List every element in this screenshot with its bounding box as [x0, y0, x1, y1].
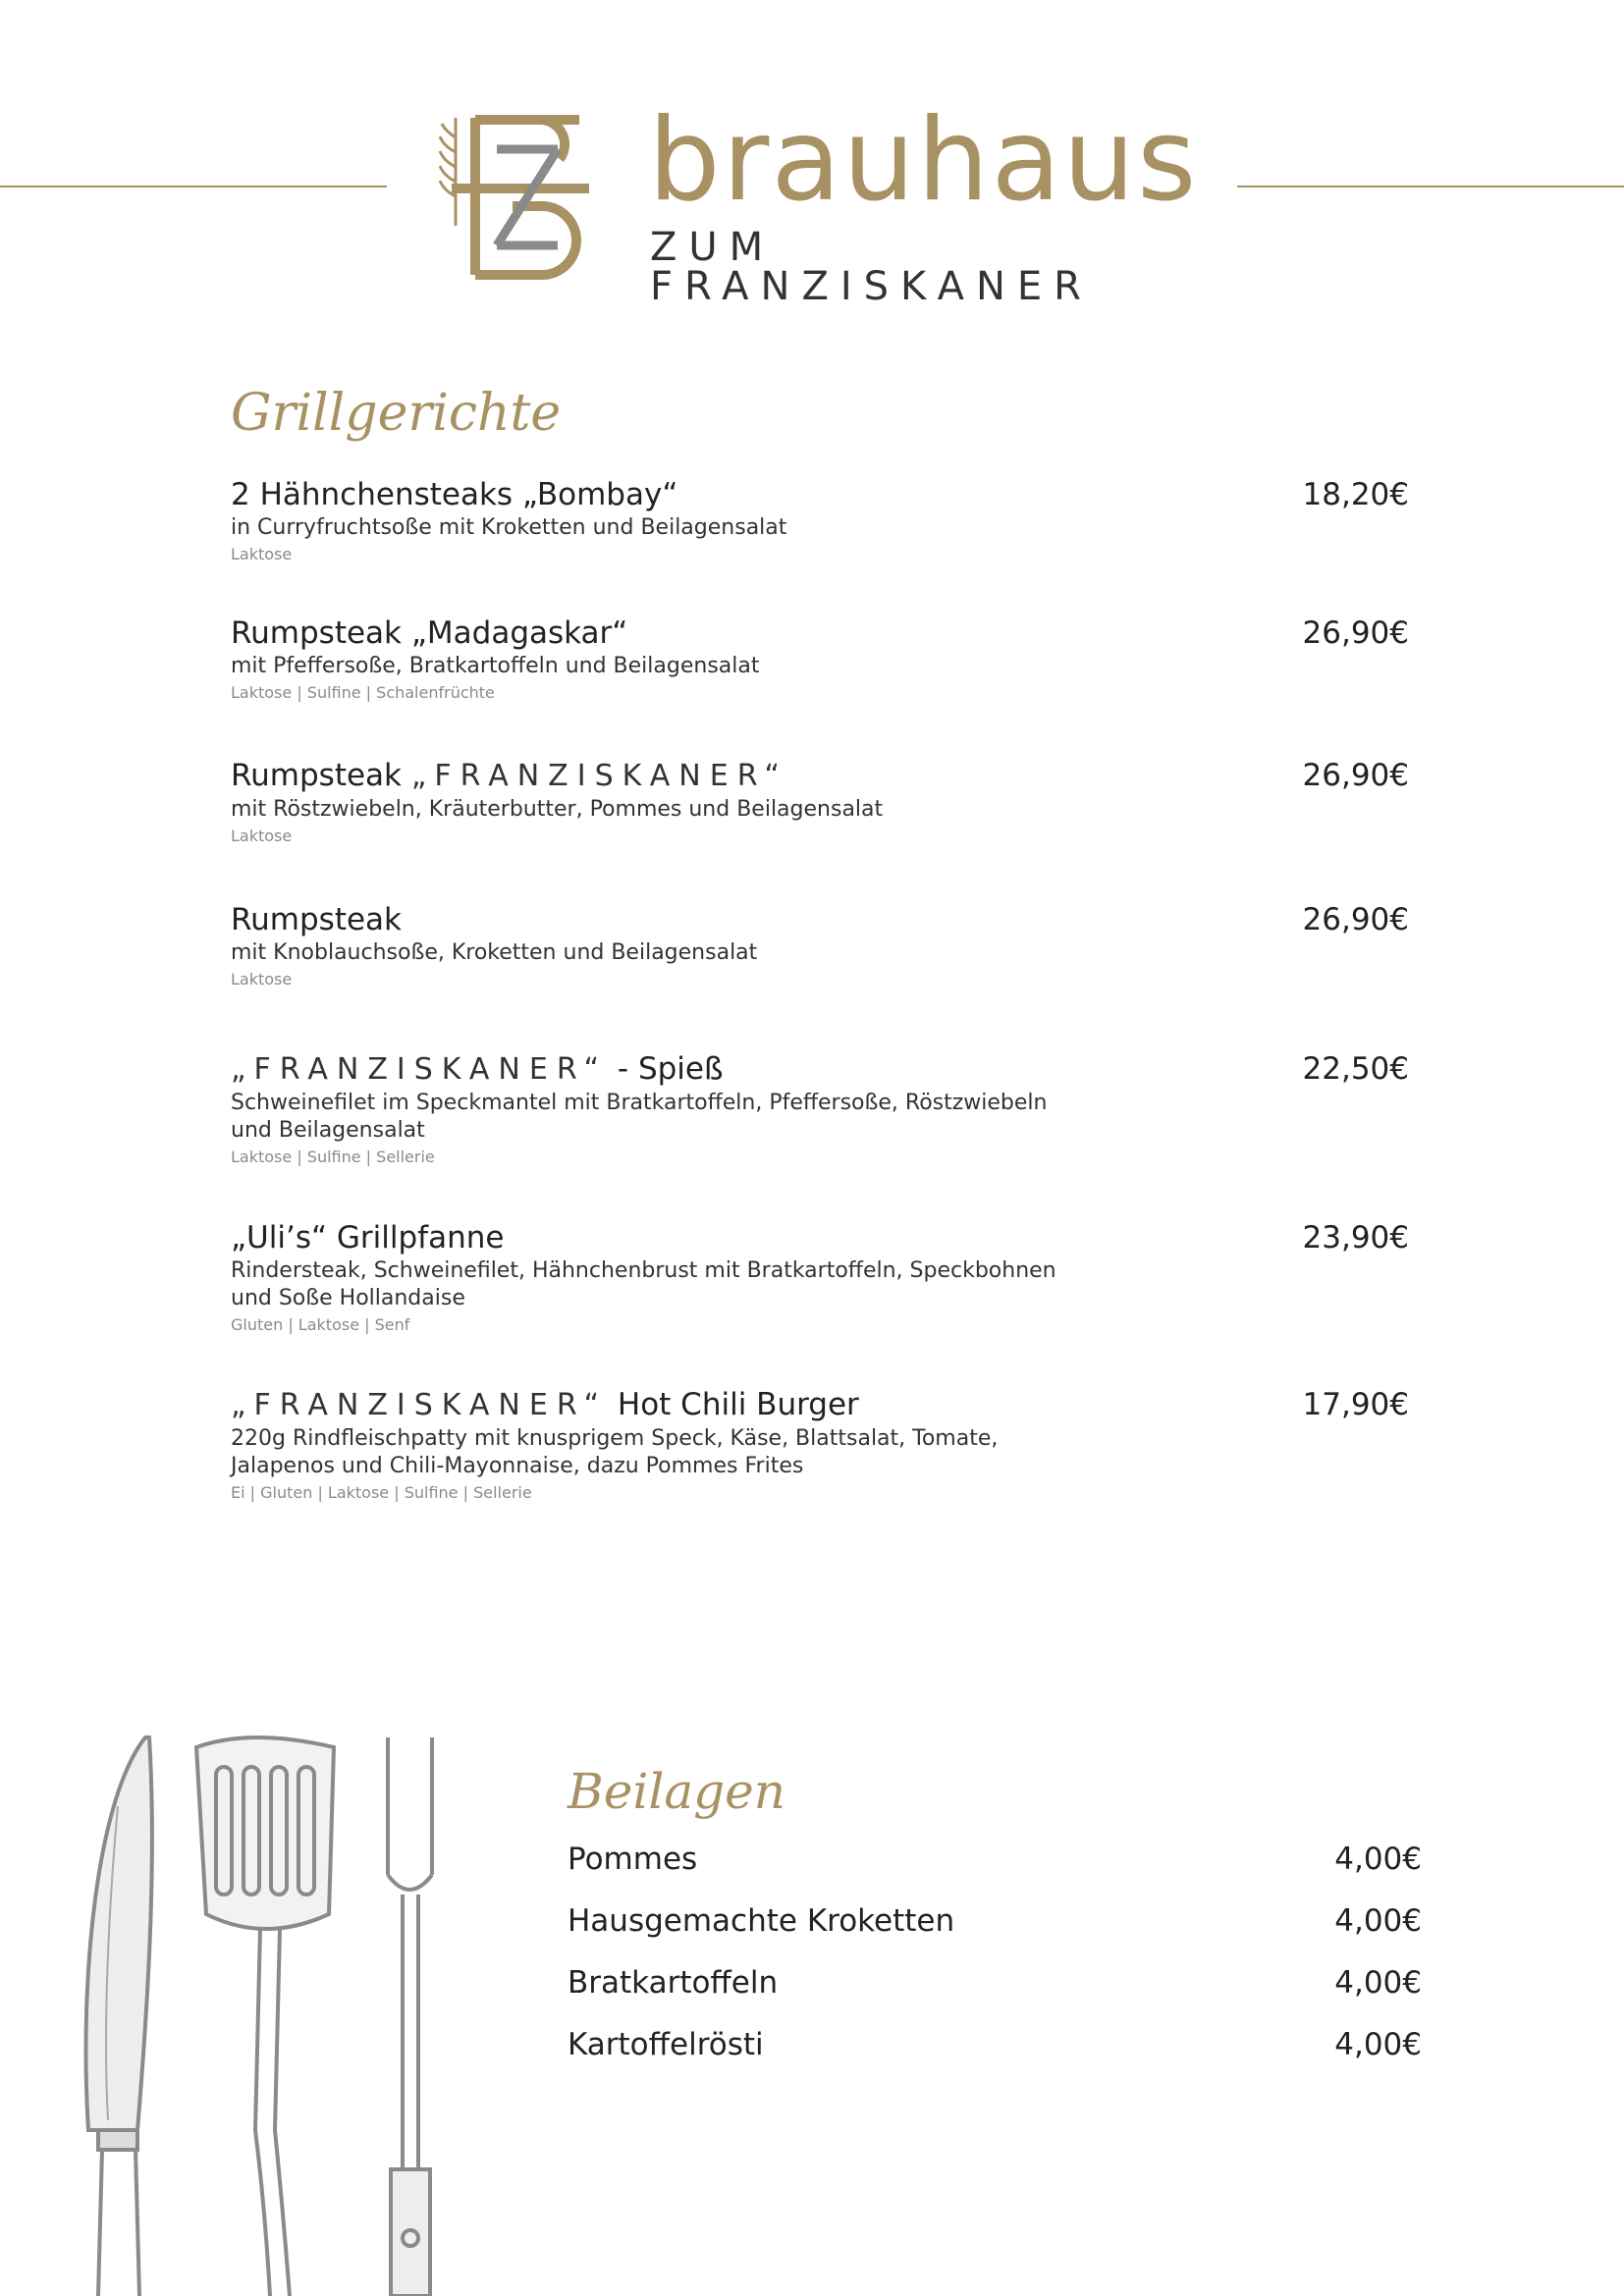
brand-logo	[432, 94, 1199, 309]
item-price: 26,90€	[1302, 902, 1409, 937]
item-allergens: Laktose	[231, 827, 293, 845]
side-name: Kartoffelrösti	[568, 2027, 764, 2062]
side-price: 4,00€	[1334, 2027, 1422, 2062]
item-price: 23,90€	[1302, 1220, 1409, 1255]
side-name: Bratkartoffeln	[568, 1965, 779, 2001]
item-description: Rindersteak, Schweinefilet, Hähnchenbrust mit Bratkartoffeln, Speckbohnen und Soße Hollandaise	[231, 1258, 1056, 1310]
brand-subtitle: ZUM FRANZISKANER	[650, 225, 1093, 309]
item-name-brand: „FRANZISKANER“	[231, 1052, 609, 1087]
menu-item	[231, 1385, 1409, 1505]
item-description: mit Röstzwiebeln, Kräuterbutter, Pommes und Beilagensalat	[231, 797, 884, 822]
item-description: in Curryfruchtsoße mit Kroketten und Beilagensalat	[231, 515, 787, 540]
item-price: 26,90€	[1302, 758, 1409, 793]
menu-item	[231, 756, 1409, 848]
item-description: 220g Rindfleischpatty mit knusprigem Speck, Käse, Blattsalat, Tomate, Jalapenos und Chili-Mayonnaise, dazu Pommes Frites	[231, 1426, 999, 1478]
item-name-prefix: Rumpsteak	[231, 758, 411, 793]
item-name-suffix: - Spieß	[608, 1051, 724, 1087]
section-title-sides: Beilagen	[568, 1763, 785, 1820]
header-rule-left	[0, 186, 387, 187]
header-rule-right	[1237, 186, 1624, 187]
item-allergens: Laktose | Sulfine | Schalenfrüchte	[231, 683, 495, 702]
section-title-grill: Grillgerichte	[231, 384, 562, 443]
item-description: mit Knoblauchsoße, Kroketten und Beilagensalat	[231, 940, 758, 965]
fork-icon	[388, 1737, 432, 2296]
item-price: 26,90€	[1302, 615, 1409, 651]
list-item	[568, 1836, 1422, 1897]
item-price: 17,90€	[1302, 1387, 1409, 1422]
side-price: 4,00€	[1334, 1965, 1422, 2001]
list-item	[568, 2021, 1422, 2083]
item-name-brand: „FRANZISKANER“	[231, 1388, 609, 1422]
brand-name: brauhaus	[648, 94, 1199, 227]
list-item	[568, 1959, 1422, 2021]
monogram-icon	[432, 108, 609, 280]
item-allergens: Laktose | Sulfine | Sellerie	[231, 1148, 435, 1166]
spatula-icon	[196, 1737, 334, 2296]
item-name: 2 Hähnchensteaks „Bombay“	[231, 477, 678, 512]
side-name: Hausgemachte Kroketten	[568, 1903, 955, 1939]
item-allergens: Laktose	[231, 970, 293, 988]
item-price: 22,50€	[1302, 1051, 1409, 1087]
item-name-suffix: Hot Chili Burger	[608, 1387, 859, 1422]
item-name-brand: „FRANZISKANER“	[410, 759, 788, 793]
menu-item	[231, 900, 1409, 991]
side-name: Pommes	[568, 1842, 698, 1877]
item-price: 18,20€	[1302, 477, 1409, 512]
sides-list	[568, 1836, 1422, 2083]
item-allergens: Gluten | Laktose | Senf	[231, 1315, 410, 1334]
item-allergens: Laktose	[231, 545, 293, 563]
menu-item	[231, 1218, 1409, 1337]
item-description: Schweinefilet im Speckmantel mit Bratkartoffeln, Pfeffersoße, Röstzwiebeln und Beilagensalat	[231, 1091, 1048, 1143]
item-name: Rumpsteak „Madagaskar“	[231, 615, 628, 651]
menu-item	[231, 614, 1409, 705]
item-name: Rumpsteak	[231, 902, 402, 937]
menu-item	[231, 475, 1409, 566]
item-allergens: Ei | Gluten | Laktose | Sulfine | Sellerie	[231, 1483, 532, 1502]
utensils-illustration	[59, 1718, 471, 2296]
menu-item	[231, 1049, 1409, 1169]
item-name: „Uli’s“ Grillpfanne	[231, 1220, 505, 1255]
side-price: 4,00€	[1334, 1903, 1422, 1939]
side-price: 4,00€	[1334, 1842, 1422, 1877]
knife-icon	[85, 1737, 151, 2296]
list-item	[568, 1897, 1422, 1959]
item-description: mit Pfeffersoße, Bratkartoffeln und Beilagensalat	[231, 654, 760, 678]
